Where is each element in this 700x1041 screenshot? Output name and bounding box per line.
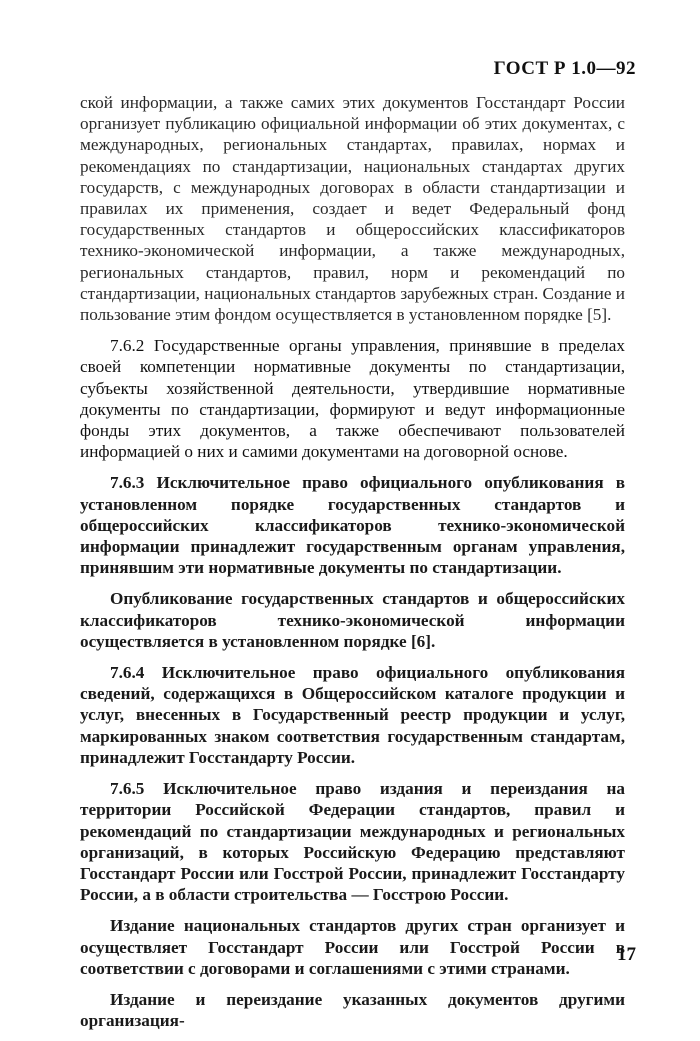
page-number: 17 (617, 944, 636, 965)
paragraph-7-6-2: 7.6.2 Государственные органы управления, принявшие в пределах своей компетенции нормативные документы по стандартизации, субъекты хозяйственной деятельности, утвердившие нормативные документы по стандартизации, формируют и ведут информационные фонды этих документов, а также обеспечивают пользователей информацией о них и самими документами на договорной основе. (80, 336, 625, 462)
paragraph-7-6-4: 7.6.4 Исключительное право официального опубликования сведений, содержащихся в Общероссийском каталоге продукции и услуг, внесенных в Государственный реестр продукции и услуг, маркированных знаком соответствия государственным стандартам, принадлежит Госстандарту России. (80, 663, 625, 767)
page-header: ГОСТ Р 1.0—92 (493, 58, 636, 79)
paragraph-continuation: ской информации, а также самих этих документов Госстандарт России организует публикацию официальной информации об этих документах, с международных, региональных стандартах, правилах, нормах и рекомендациях по стандартизации, национальных стандартах других государств, с международных договорах в области стандартизации и правилах их применения, создает и ведет Федеральный фонд государственных стандартов и общероссийских классификаторов технико-экономической информации, а также международных, региональных стандартов, правил, норм и рекомендаций по стандартизации, национальных стандартов зарубежных стран. Создание и пользование этим фондом осуществляется в установленном порядке [5]. (80, 93, 625, 325)
document-body (80, 92, 625, 1041)
paragraph-7-6-3: 7.6.3 Исключительное право официального опубликования в установленном порядке государственных стандартов и общероссийских классификаторов технико-экономической информации принадлежит государственным органам управления, принявшим эти нормативные документы по стандартизации. (80, 473, 625, 578)
paragraph-republication: Издание и переиздание указанных документов другими организация- (80, 989, 625, 1031)
paragraph-7-6-5: 7.6.5 Исключительное право издания и переиздания на территории Российской Федерации стандартов, правил и рекомендаций по стандартизации международных и региональных организаций, в которых Российскую Федерацию представляют Госстандарт России или Госстрой России, принадлежит Госстандарту России, а в области строительства — Госстрою России. (80, 779, 625, 905)
paragraph-national-standards: Издание национальных стандартов других стран организует и осуществляет Госстандарт России или Госстрой России в соответствии с договорами и соглашениями с этими странами. (80, 916, 625, 978)
paragraph-publication: Опубликование государственных стандартов и общероссийских классификаторов технико-экономической информации осуществляется в установленном порядке [6]. (80, 589, 625, 651)
